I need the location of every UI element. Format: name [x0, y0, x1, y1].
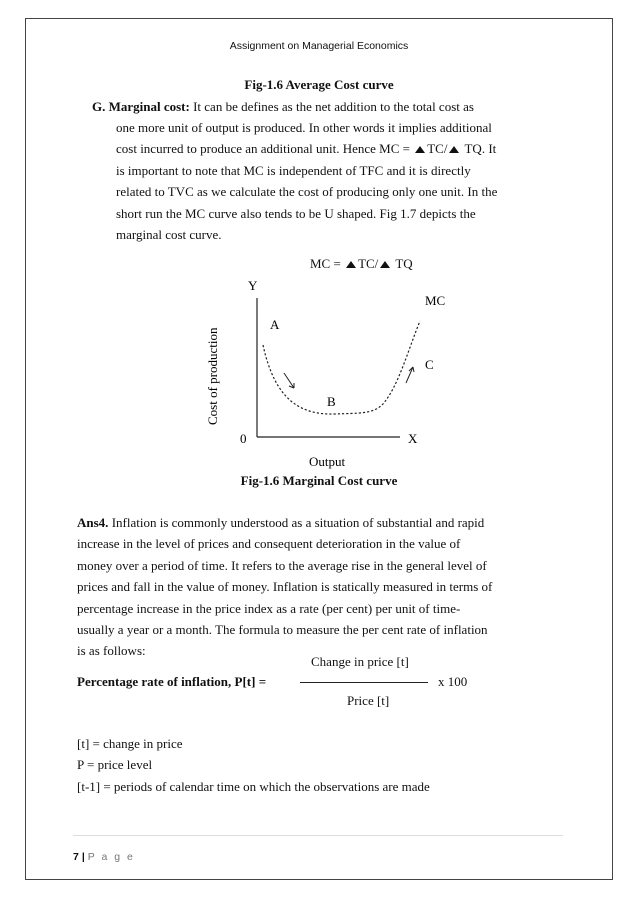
x-axis-title: Output — [309, 454, 346, 469]
point-a-label: A — [270, 317, 280, 332]
figure-caption-marginal-cost: Fig-1.6 Marginal Cost curve — [240, 473, 398, 488]
marginal-line-7: marginal cost curve. — [116, 227, 222, 243]
ans4-paragraph — [77, 512, 561, 662]
x-axis-letter: X — [408, 431, 418, 446]
formula-multiplier: x 100 — [438, 674, 468, 689]
formula-denominator: Price [t] — [347, 693, 390, 708]
definition-item: [t-1] = periods of calendar time on which the observations are made — [77, 778, 430, 794]
point-c-label: C — [425, 357, 434, 372]
figure-caption-average-cost: Fig-1.6 Average Cost curve — [244, 77, 394, 92]
marginal-line-3b: TC/ — [427, 141, 448, 157]
marginal-line-3a: cost incurred to produce an additional unit. Hence MC = — [116, 141, 410, 157]
marginal-line-5: related to TVC as we calculate the cost of producing only one unit. In the — [116, 184, 498, 200]
page-word: P a g e — [87, 851, 135, 863]
marginal-cost-label: G. Marginal cost: — [92, 99, 190, 114]
ans4-line-3: money over a period of time. It refers to the average rise in the general level of — [77, 557, 487, 573]
definitions-list — [77, 733, 561, 797]
formula-numerator: Change in price [t] — [311, 654, 409, 669]
marginal-line-2: one more unit of output is produced. In other words it implies additional — [116, 120, 492, 135]
definition-item: P = price level — [77, 757, 153, 773]
diagram-formula-a: MC = — [310, 256, 341, 271]
ans4-line-6: usually a year or a month. The formula to measure the per cent rate of inflation — [77, 622, 488, 638]
ans4-line-2: increase in the level of prices and consequent deterioration in the value of — [77, 536, 461, 552]
page-header: Assignment on Managerial Economics — [229, 40, 409, 52]
page-footer — [73, 851, 135, 863]
diagram-formula-c: TQ — [395, 256, 413, 271]
definition-item: [t] = change in price — [77, 736, 183, 751]
ans4-line-5: percentage increase in the price index as a rate (per cent) per unit of time- — [77, 600, 461, 616]
ans4-label: Ans4. — [77, 515, 109, 530]
marginal-line-1: It can be defines as the net addition to the total cost as — [193, 99, 474, 114]
arrow-down — [284, 373, 294, 388]
fraction-bar — [300, 682, 428, 683]
diagram-formula-b: TC/ — [358, 256, 379, 271]
point-b-label: B — [327, 394, 336, 409]
marginal-line-4: is important to note that MC is independent of TFC and it is directly — [116, 162, 471, 178]
ans4-line-7: is as follows: — [77, 643, 146, 659]
y-axis-title: Cost of production — [205, 327, 220, 425]
arrow-up — [406, 367, 413, 383]
mc-curve — [263, 321, 420, 414]
marginal-line-6: short run the MC curve also tends to be U shaped. Fig 1.7 depicts the — [116, 205, 476, 221]
footer-separator: | — [81, 851, 85, 863]
footer-rule — [73, 835, 563, 836]
ans4-line-4: prices and fall in the value of money. Inflation is statically measured in terms of — [77, 579, 493, 595]
formula-label: Percentage rate of inflation, P[t] = — [77, 674, 267, 689]
origin-label: 0 — [240, 431, 247, 446]
ans4-line-1: Inflation is commonly understood as a situation of substantial and rapid — [111, 515, 485, 530]
page-number: 7 — [73, 851, 79, 863]
marginal-line-3c: TQ. It — [464, 141, 497, 157]
y-axis-letter: Y — [248, 278, 258, 293]
mc-curve-label: MC — [425, 293, 446, 308]
